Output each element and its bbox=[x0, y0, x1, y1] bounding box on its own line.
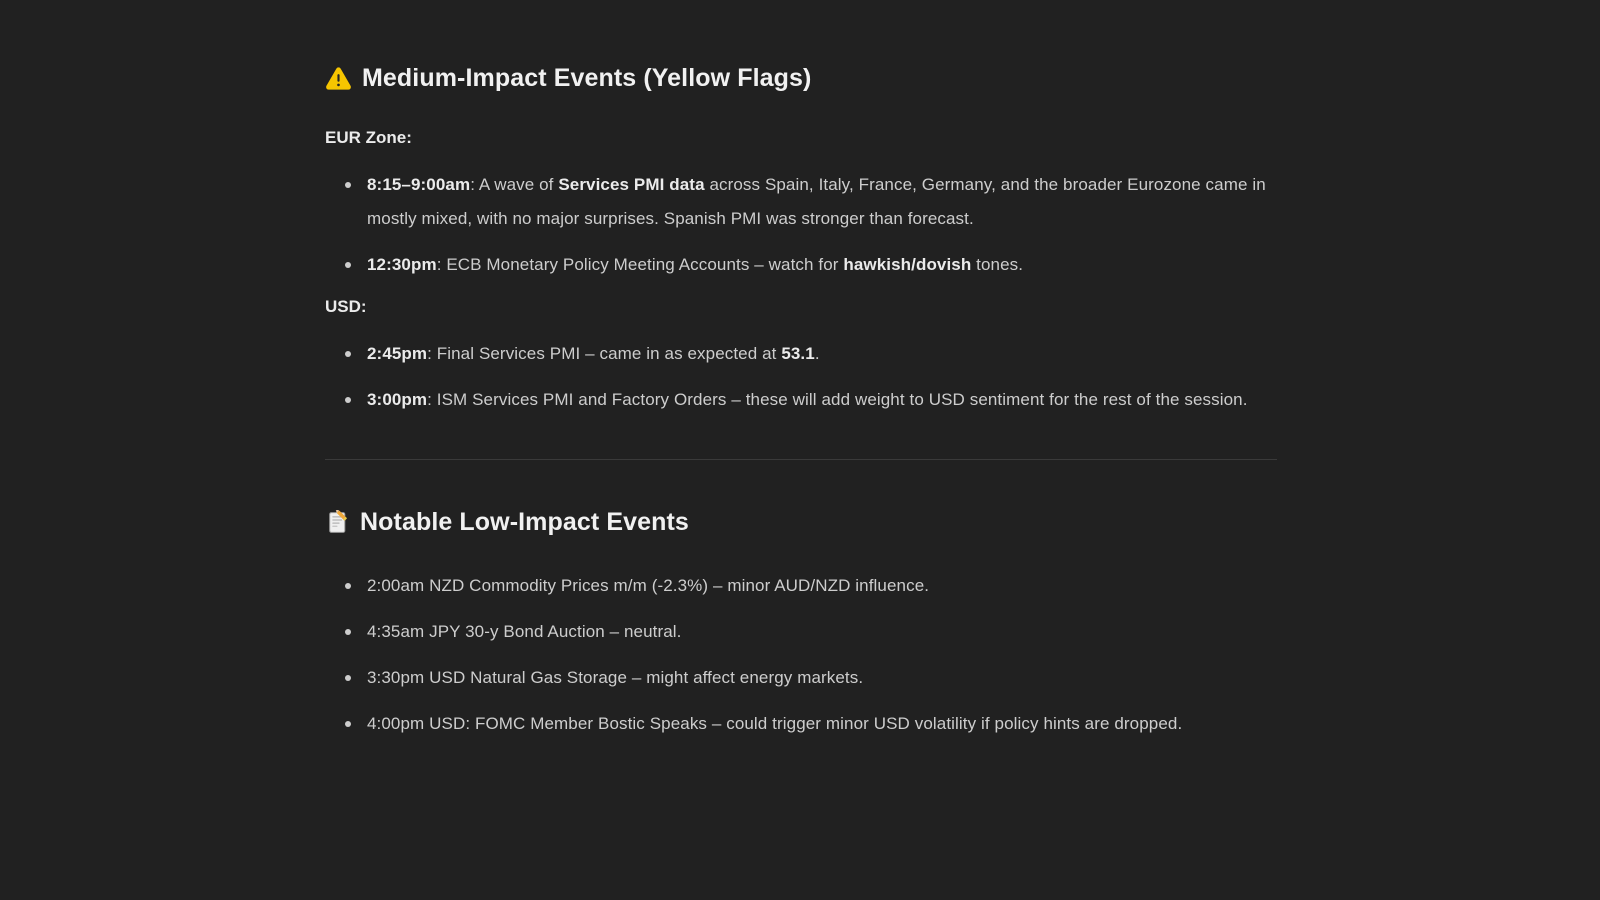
event-item-services-pmi: 8:15–9:00am: A wave of Services PMI data across Spain, Italy, France, Germany, and the broader Eurozone came in mostly mixed, with no major surprises. Spanish PMI was stronger than forecast. bbox=[367, 168, 1277, 236]
medium-impact-section bbox=[325, 62, 1277, 417]
low-impact-section bbox=[325, 506, 1277, 741]
event-item-usd-natural-gas: 3:30pm USD Natural Gas Storage – might affect energy markets. bbox=[367, 661, 1277, 695]
event-item-final-services-pmi: 2:45pm: Final Services PMI – came in as expected at 53.1. bbox=[367, 337, 1277, 371]
medium-impact-title: Medium-Impact Events (Yellow Flags) bbox=[362, 64, 812, 92]
event-item-ism-services-pmi: 3:00pm: ISM Services PMI and Factory Orders – these will add weight to USD sentiment for the rest of the session. bbox=[367, 383, 1277, 417]
event-item-nzd-commodity-prices: 2:00am NZD Commodity Prices m/m (-2.3%) – minor AUD/NZD influence. bbox=[367, 569, 1277, 603]
eur-zone-event-list bbox=[325, 168, 1277, 282]
group-label-usd: USD: bbox=[325, 297, 367, 316]
event-item-jpy-bond-auction: 4:35am JPY 30-y Bond Auction – neutral. bbox=[367, 615, 1277, 649]
event-item-ecb-accounts: 12:30pm: ECB Monetary Policy Meeting Accounts – watch for hawkish/dovish tones. bbox=[367, 248, 1277, 282]
document-content bbox=[325, 62, 1277, 753]
memo-icon bbox=[325, 510, 350, 535]
group-label-eur-zone: EUR Zone: bbox=[325, 128, 412, 147]
section-divider bbox=[325, 459, 1277, 460]
usd-event-list bbox=[325, 337, 1277, 417]
low-impact-title: Notable Low-Impact Events bbox=[360, 508, 689, 536]
low-impact-event-list bbox=[325, 569, 1277, 741]
medium-impact-heading bbox=[325, 62, 1277, 95]
warning-icon bbox=[325, 65, 352, 92]
low-impact-heading bbox=[325, 506, 1277, 539]
event-item-fomc-bostic-speaks: 4:00pm USD: FOMC Member Bostic Speaks – could trigger minor USD volatility if policy hints are dropped. bbox=[367, 707, 1277, 741]
